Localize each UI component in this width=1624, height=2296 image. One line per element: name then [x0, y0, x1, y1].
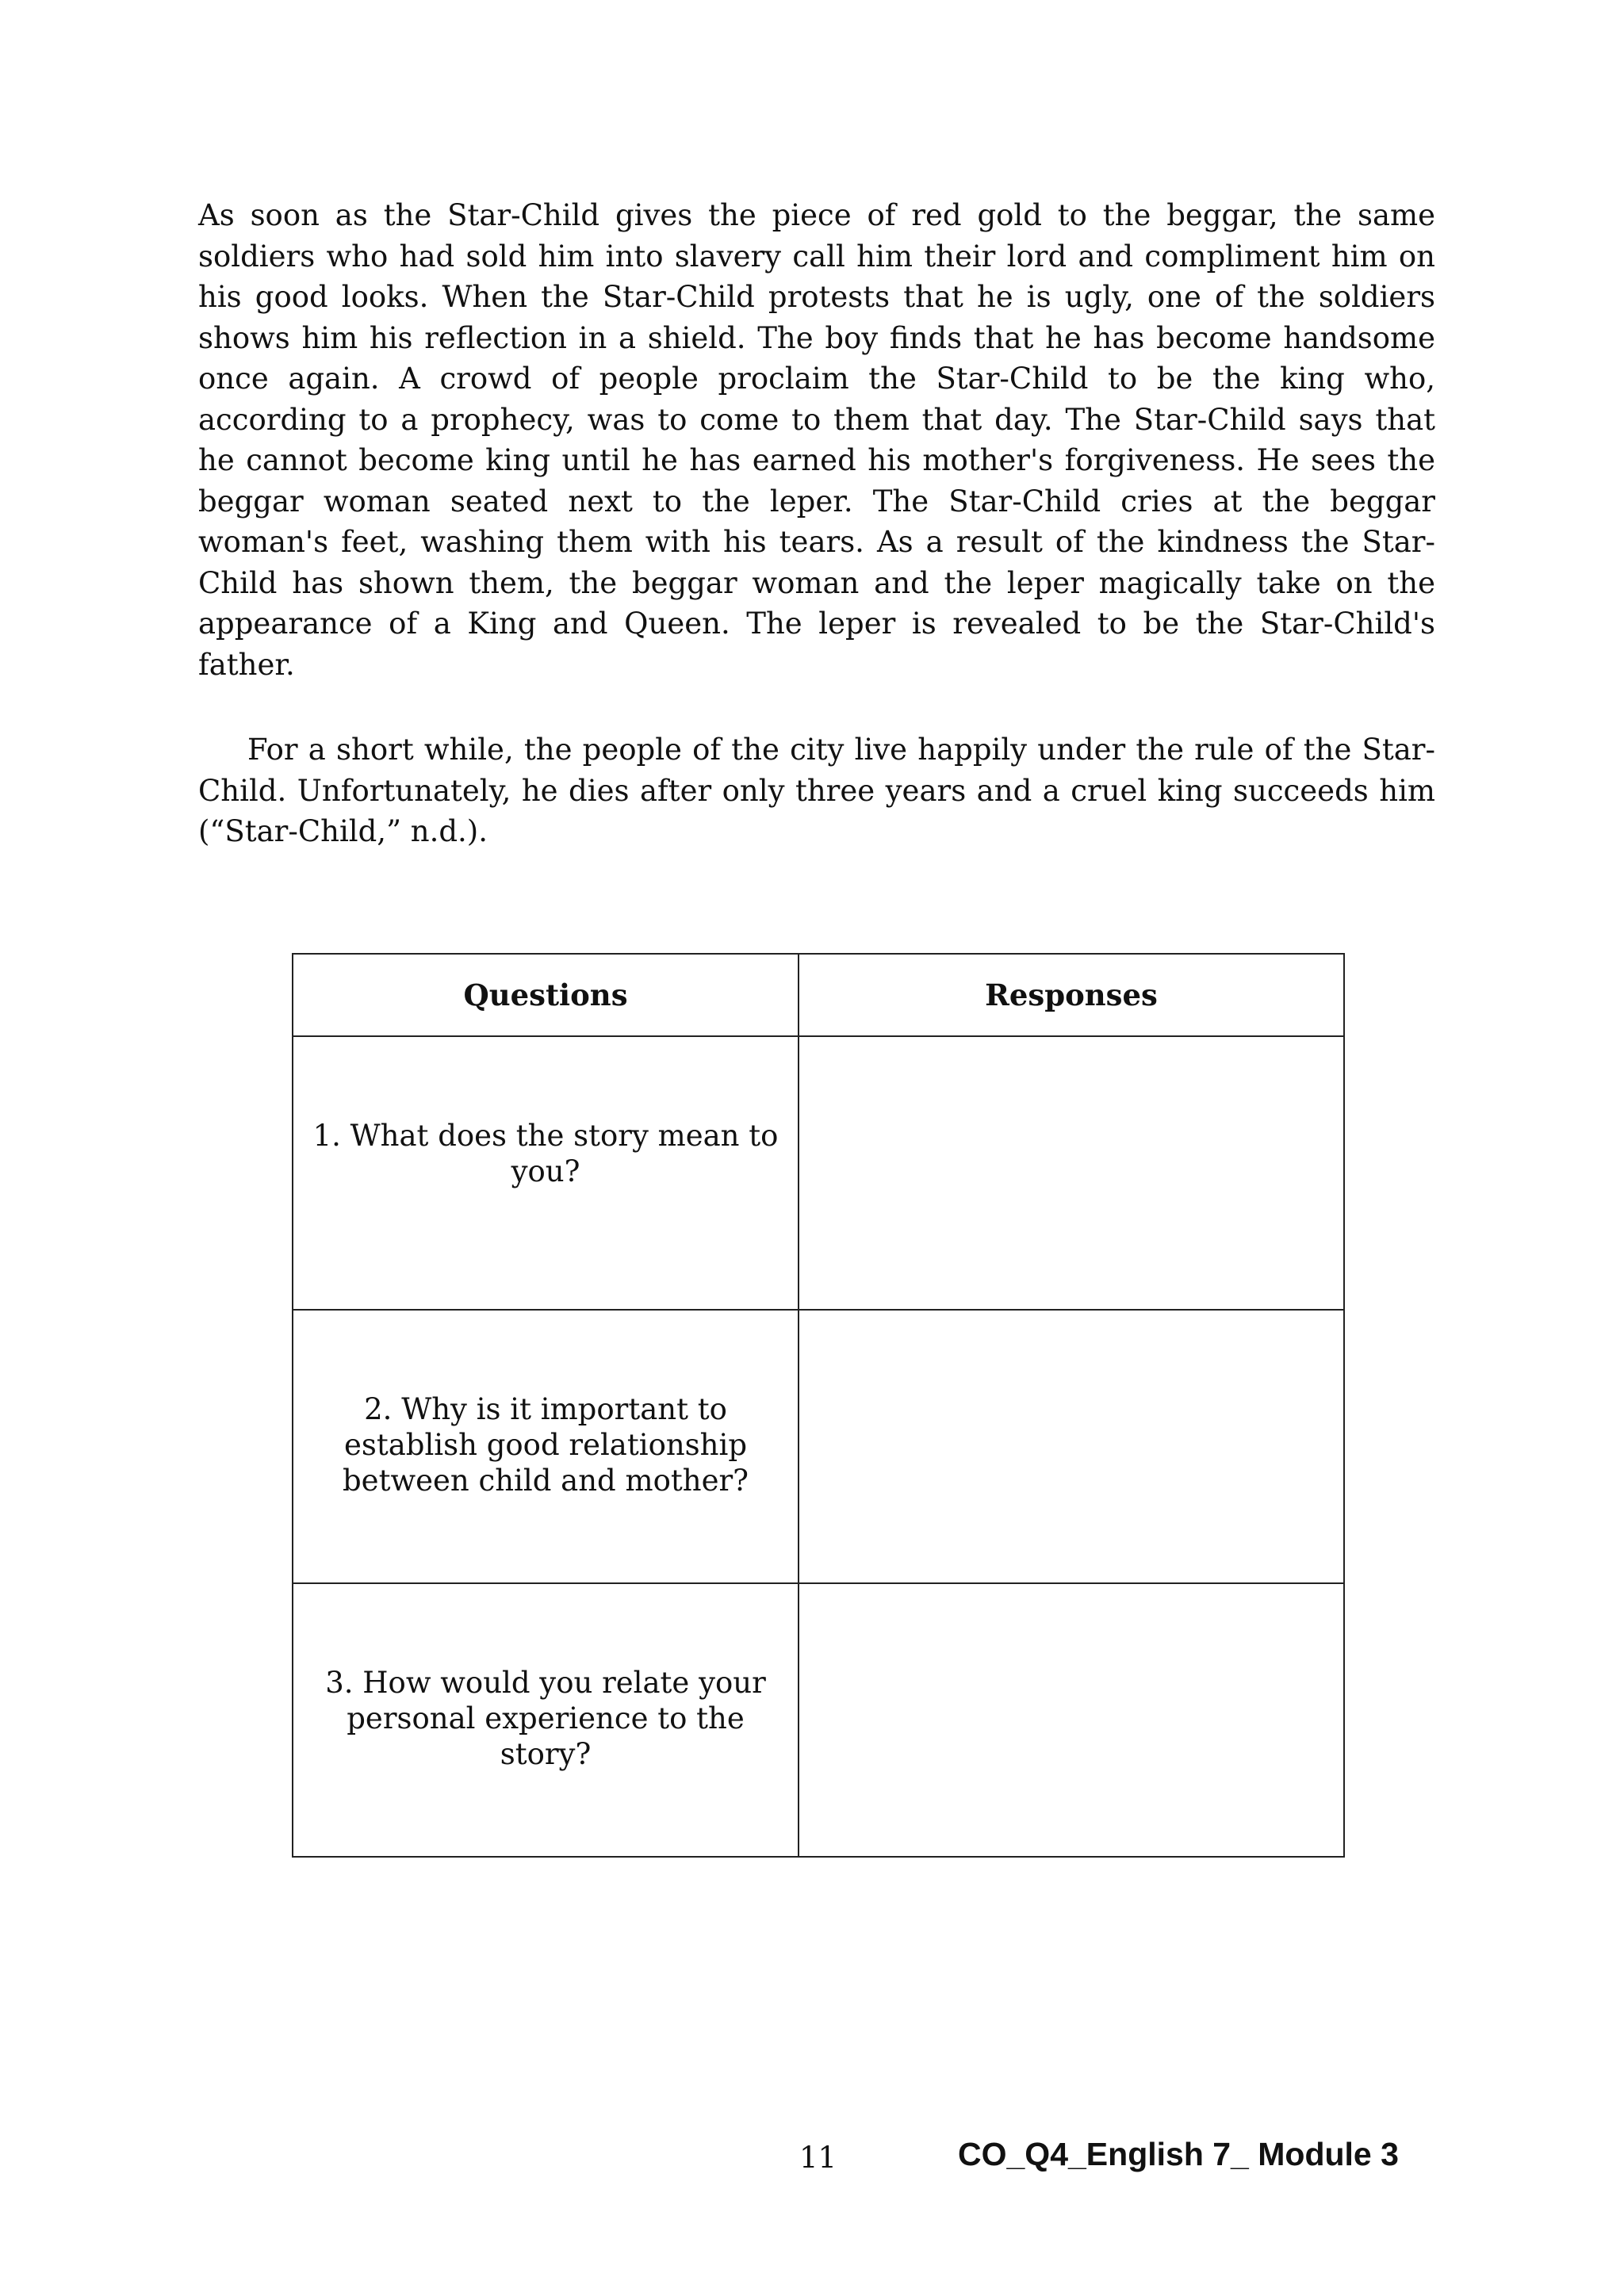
module-label: CO_Q4_English 7_ Module 3 — [958, 2136, 1399, 2172]
table-row — [293, 1310, 1344, 1583]
table-row — [293, 1036, 1344, 1310]
table-row — [293, 1583, 1344, 1857]
story-paragraph-1: As soon as the Star-Child gives the piece of red gold to the beggar, the same soldiers who had sold him into slavery call him their lord and compliment him on his good looks. When the Star-Child protests that he is ugly, one of the soldiers shows him his reflection in a shield. The boy finds that he has become handsome once again. A crowd of people proclaim the Star-Child to be the king who, according to a prophecy, was to come to them that day. The Star-Child says that he cannot become king until he has earned his mother's forgiveness. He sees the beggar woman seated next to the leper. The Star-Child cries at the beggar woman's feet, washing them with his tears. As a result of the kindness the Star-Child has shown them, the beggar woman and the leper magically take on the appearance of a King and Queen. The leper is revealed to be the Star-Child's father. — [198, 198, 1435, 682]
questions-table — [292, 953, 1345, 1858]
page-number: 11 — [799, 2141, 837, 2175]
table-header-row — [293, 954, 1344, 1036]
question-cell: 2. Why is it important to establish good relationship between child and mother? — [293, 1310, 799, 1583]
response-cell[interactable] — [799, 1036, 1344, 1310]
responses-header: Responses — [799, 954, 1344, 1036]
question-cell: 3. How would you relate your personal experience to the story? — [293, 1583, 799, 1857]
story-paragraph-2: For a short while, the people of the city live happily under the rule of the Star-Child. Unfortunately, he dies after only three years and a cruel king succeeds him (“Star-Child,” n.d.). — [198, 733, 1435, 848]
question-cell: 1. What does the story mean to you? — [293, 1036, 799, 1310]
questions-header: Questions — [293, 954, 799, 1036]
response-cell[interactable] — [799, 1310, 1344, 1583]
response-cell[interactable] — [799, 1583, 1344, 1857]
